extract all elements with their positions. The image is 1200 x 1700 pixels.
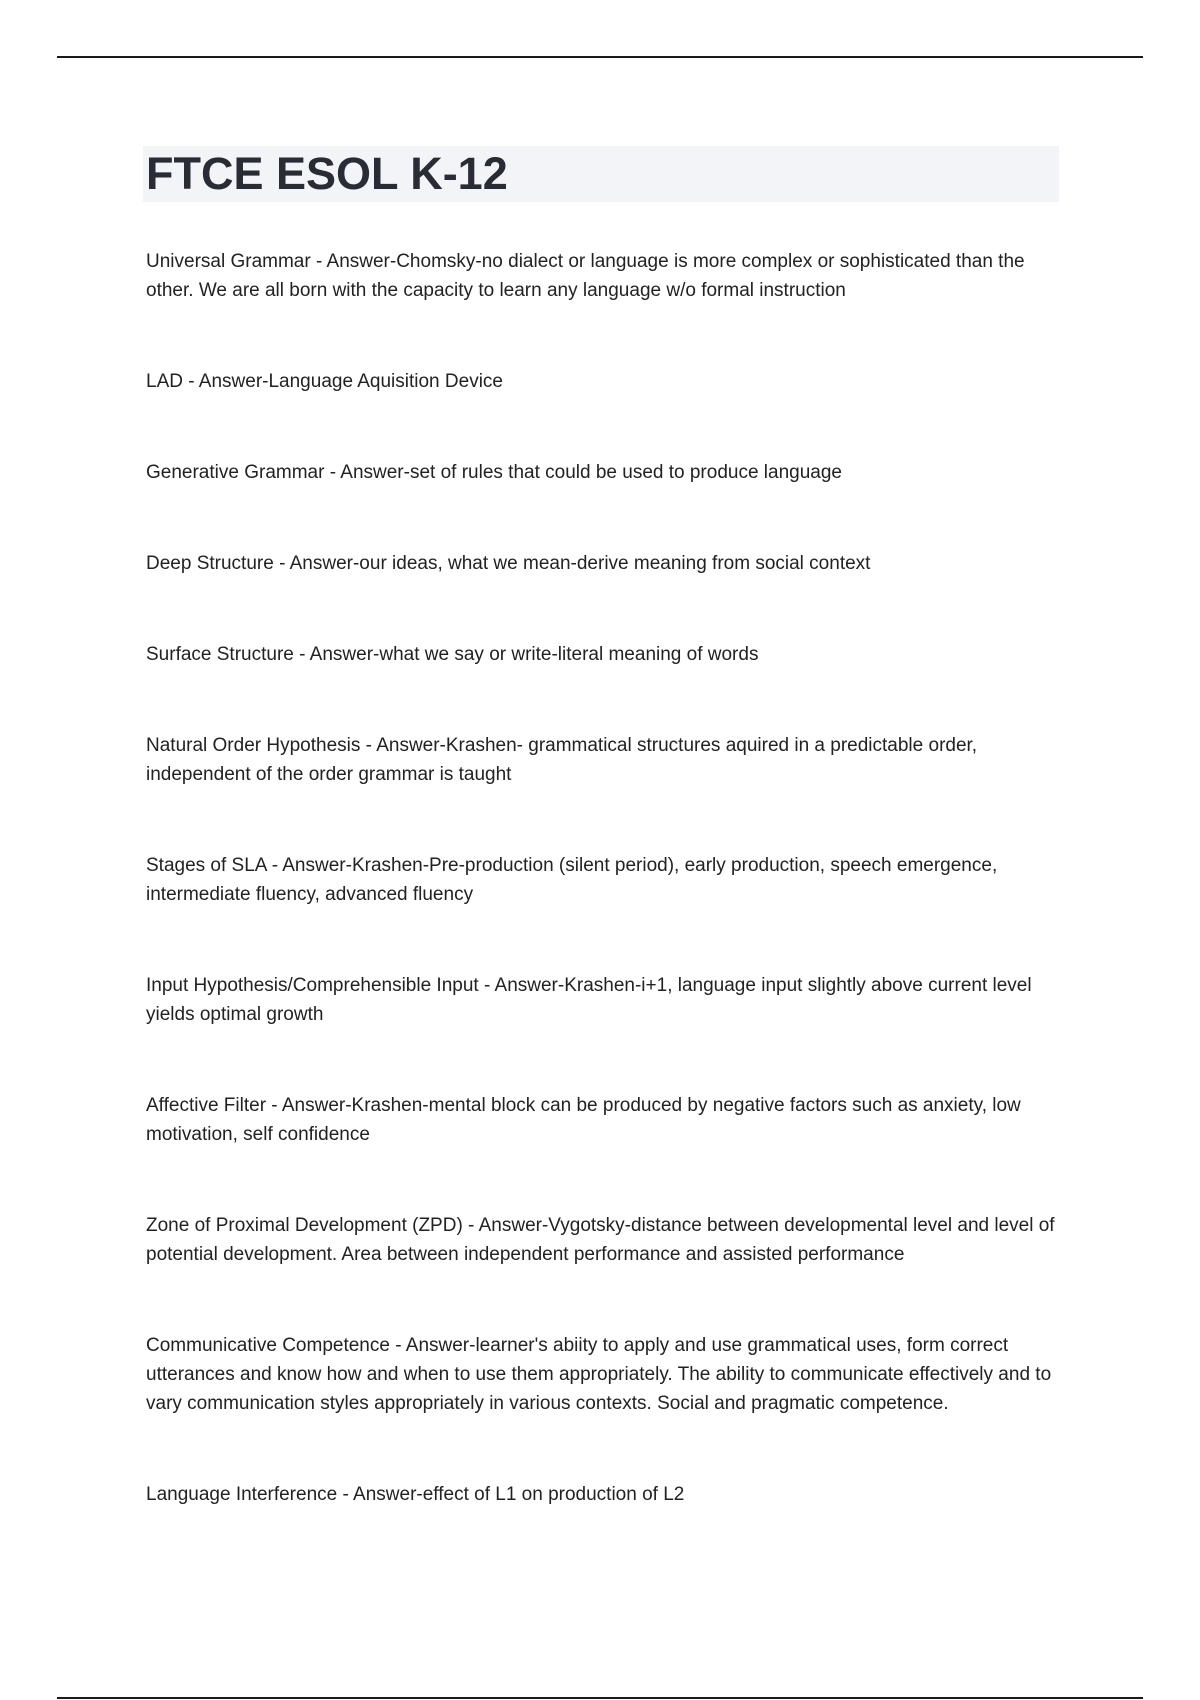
term-entry-surface-structure: Surface Structure - Answer-what we say or write-literal meaning of words — [146, 644, 759, 665]
term-list — [146, 247, 1058, 1509]
term-entry-generative-grammar: Generative Grammar - Answer-set of rules that could be used to produce language — [146, 462, 842, 483]
term-entry-communicative-competence: Communicative Competence - Answer-learner's abiity to apply and use grammatical uses, form correct utterances and know how and when to use them appropriately. The ability to communicate effectively and to vary communication styles appropriately in various contexts. Social and pragmatic competence. — [146, 1335, 1052, 1414]
term-entry-language-interference: Language Interference - Answer-effect of L1 on production of L2 — [146, 1484, 685, 1505]
term-entry-lad: LAD - Answer-Language Aquisition Device — [146, 371, 503, 392]
term-entry-natural-order-hypothesis: Natural Order Hypothesis - Answer-Krashen- grammatical structures aquired in a predictable order, independent of the order grammar is taught — [146, 735, 978, 785]
term-entry-input-hypothesis: Input Hypothesis/Comprehensible Input - Answer-Krashen-i+1, language input slightly above current level yields optimal growth — [146, 975, 1032, 1025]
term-entry-stages-of-sla: Stages of SLA - Answer-Krashen-Pre-production (silent period), early production, speech emergence, intermediate fluency, advanced fluency — [146, 855, 998, 905]
bottom-divider — [57, 1697, 1143, 1699]
page-title: FTCE ESOL K-12 — [146, 148, 508, 199]
top-divider — [57, 56, 1143, 58]
term-entry-deep-structure: Deep Structure - Answer-our ideas, what we mean-derive meaning from social context — [146, 553, 871, 574]
term-entry-affective-filter: Affective Filter - Answer-Krashen-mental block can be produced by negative factors such as anxiety, low motivation, self confidence — [146, 1095, 1021, 1145]
term-entry-universal-grammar: Universal Grammar - Answer-Chomsky-no dialect or language is more complex or sophisticated than the other. We are all born with the capacity to learn any language w/o formal instruction — [146, 251, 1025, 301]
term-entry-zpd: Zone of Proximal Development (ZPD) - Answer-Vygotsky-distance between developmental level and level of potential development. Area between independent performance and assisted performance — [146, 1215, 1055, 1265]
